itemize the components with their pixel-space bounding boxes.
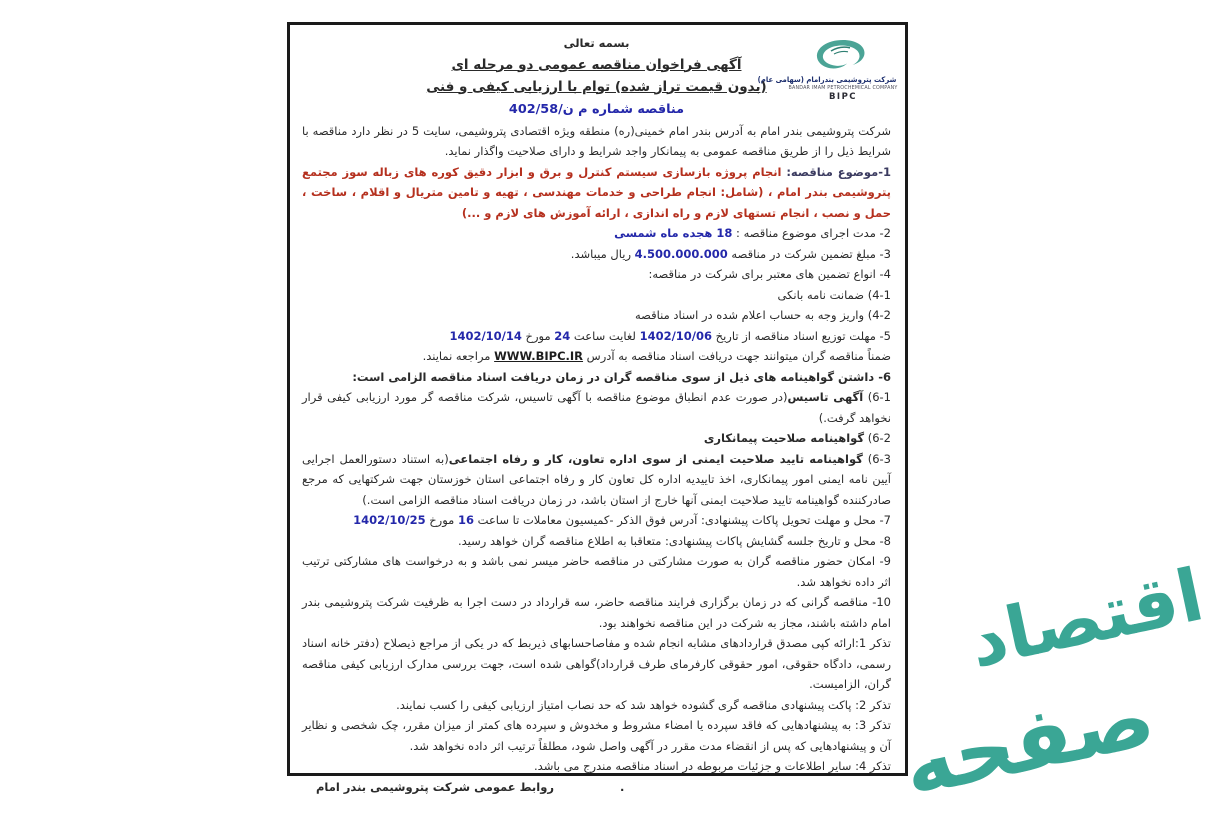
text-segment: بسمه تعالی [563, 36, 630, 50]
item-9-no-partnership [302, 551, 891, 592]
text-segment: 6- داشتن گواهینامه های ذیل از سوی مناقصه گران در زمان دریافت اسناد مناقصه الزامی است: [352, 369, 891, 384]
text-segment: مورخ [425, 513, 458, 527]
text-segment: مورخ [521, 328, 555, 343]
text-segment: 1402/10/06 [639, 328, 713, 343]
item-5-document-distribution [302, 326, 891, 347]
logo-company-name-fa: شرکت پتروشیمی بندرامام (سهامی عام) [757, 75, 897, 84]
text-segment: 24 [554, 328, 571, 343]
text-segment: 10- مناقصه گرانی که در زمان برگزاری فرایند مناقصه حاضر، سه قرارداد در دست اجرا به ظرفیت شرکت پتروشیمی بندر امام داشته باشند، مجاز به شرکت در این مناقصه نخواهند بود. [302, 595, 891, 630]
text-segment: 2- مدت اجرای موضوع مناقصه : [732, 226, 891, 240]
text-segment: انجام پروژه بازسازی سیستم کنترل و برق و ابزار دقیق کوره های زباله سوز مجتمع پتروشیمی بندر امام ، (شامل: انجام طراحی و خدمات مهندسی ، تهیه و تامین متریال و اقلام ، ساخت ، حمل و نصب ، انجام تستهای لازم و راه اندازی ، ارائه آموزش های لازم و ...) [302, 164, 891, 220]
item-4-guarantee-types [302, 264, 891, 285]
company-logo [757, 37, 901, 103]
text-segment: 4-1) ضمانت نامه بانکی [777, 287, 891, 302]
item-4-1-bank-guarantee [302, 285, 891, 306]
item-5-website-note [302, 346, 891, 367]
text-segment: 18 هجده ماه شمسی [614, 226, 733, 240]
text-segment: تذکر 1:ارائه کپی مصدق قراردادهای مشابه انجام شده و مفاصاحسابهای ذیربط که در یکی از مراجع ذیصلاح (دفتر خانه اسناد رسمی، دادگاه حقوقی، امور حقوقی کارفرمای طرف قرارداد)گواهی شده است، جهت بررسی مدارک ارزیابی کیفی مناقصه گران، الزامیست. [302, 636, 891, 691]
text-segment: گواهینامه صلاحیت پیمانکاری [703, 431, 865, 445]
logo-abbreviation: BIPC [828, 92, 858, 102]
news-agency-watermark [894, 552, 1210, 815]
text-segment: 5- مهلت توزیع اسناد مناقصه از تاریخ [712, 328, 891, 343]
note-3 [302, 715, 891, 756]
item-8-opening-session [302, 531, 891, 552]
text-segment: تذکر 4: سایر اطلاعات و جزئیات مربوطه در اسناد مناقصه مندرج می باشد. [534, 759, 891, 773]
text-segment: 4- انواع تضمین های معتبر برای شرکت در مناقصه: [648, 267, 891, 281]
public-relations-signature: روابط عمومی شرکت پتروشیمی بندر امام [316, 779, 554, 794]
item-2-duration [302, 223, 891, 244]
note-2 [302, 695, 891, 716]
text-segment: مناقصه شماره م ن/402/58 [508, 101, 685, 117]
text-segment: . [620, 779, 625, 794]
logo-company-name-en: BANDAR IMAM PETROCHEMICAL COMPANY [788, 86, 898, 91]
text-segment: (در صورت عدم انطباق موضوع مناقصه با آگهی تاسیس، شرکت مناقصه گر مورد ارزیابی کیفی قرار نخواهد گرفت.) [302, 390, 891, 425]
text-segment: آگهی تاسیس [787, 390, 864, 404]
logo-swirl-icon [810, 37, 876, 75]
item-6-3-safety-certificate [302, 449, 891, 511]
tender-document [287, 22, 908, 794]
item-7-submission-deadline [302, 510, 891, 531]
text-segment: تذکر 3: به پیشنهادهایی که فاقد سپرده یا امضاء مشروط و مخدوش و سپرده های کمتر از میزان مقرر، چک شخصی و نظایر آن و پیشنهادهایی که پس از انقضاء مدت مقرر در آگهی واصل شود، مطلقاً ترتیب اثر داده نخواهد شد. [302, 718, 891, 753]
text-segment: 4.500.000.000 [634, 246, 728, 261]
text-segment: 7- محل و مهلت تحویل پاکات پیشنهادی: آدرس فوق الذکر -کمیسیون معاملات تا ساعت [474, 513, 891, 527]
text-segment: (بدون قیمت تراز شده) توام با ارزیابی کیفی و فنی [426, 78, 767, 95]
item-6-certificates-heading [302, 367, 891, 388]
text-segment: تذکر 2: پاکت پیشنهادی مناقصه گری گشوده خواهد شد که حد نصاب امتیاز ارزیابی کیفی را کسب نمایند. [396, 697, 891, 712]
item-4-2-deposit [302, 305, 891, 326]
signature-line [302, 777, 891, 798]
text-segment: (به استناد دستورالعمل اجرایی آیین نامه ایمنی امور پیمانکاری، اخذ تاییدیه اداره کل تعاون کار و رفاه اجتماعی استان خوزستان جهت شرکتهایی که مرجع صادرکننده گواهینامه تایید صلاحیت ایمنی آنها خارج از استان باشد، در زمان دریافت اسناد مناقصه الزامی است.) [302, 451, 891, 507]
watermark-word-eghtesad: اقتصاد [961, 552, 1210, 684]
intro-paragraph [302, 121, 891, 162]
bipc-website-url: WWW.BIPC.IR [494, 349, 584, 363]
item-3-guarantee-amount [302, 244, 891, 265]
text-segment: 3- مبلغ تضمین شرکت در مناقصه [727, 246, 891, 261]
item-1-subject [302, 162, 891, 224]
text-segment: 6-1) [863, 390, 891, 404]
text-segment: مراجعه نمایند. [422, 349, 495, 363]
text-segment: 9- امکان حضور مناقصه گران به صورت مشارکتی در مناقصه حاضر میسر نمی باشد و به درخواست های مشارکتی ترتیب اثر داده نخواهد شد. [302, 554, 891, 589]
text-segment: گواهینامه تایید صلاحیت ایمنی از سوی اداره تعاون، کار و رفاه اجتماعی [448, 451, 863, 466]
text-segment: آگهی فراخوان مناقصه عمومی دو مرحله ای [451, 56, 742, 73]
doc-lines [302, 33, 891, 797]
text-segment: 1-موضوع مناقصه: [781, 164, 892, 179]
item-6-1-establishment-notice [302, 387, 891, 428]
text-segment: ریال میباشد. [570, 246, 635, 261]
text-segment: 6-2) [864, 431, 891, 445]
text-segment: 4-2) واریز وجه به حساب اعلام شده در اسناد مناقصه [634, 308, 891, 322]
text-segment: 6-3) [862, 451, 891, 466]
text-segment: 1402/10/25 [353, 513, 426, 527]
text-segment: 8- محل و تاریخ جلسه گشایش پاکات پیشنهادی: متعاقبا به اطلاع مناقصه گران خواهد رسید. [457, 533, 891, 548]
text-segment: شرکت پتروشیمی بندر امام به آدرس بندر امام خمینی(ره) منطقه ویژه اقتصادی پتروشیمی، سایت 5 در نظر دارد مناقصه با شرایط ذیل را از طریق مناقصه عمومی به پیمانکار واجد شرایط و دارای صلاحیت واگذار نماید. [302, 123, 891, 158]
text-segment: 1402/10/14 [449, 328, 522, 343]
item-10-capacity-limit [302, 592, 891, 633]
watermark-word-safheh: صفحه [894, 666, 1163, 815]
note-4 [302, 756, 891, 777]
text-segment: 16 [457, 513, 474, 527]
note-1 [302, 633, 891, 695]
text-segment: ضمناً مناقصه گران میتوانند جهت دریافت اسناد مناقصه به آدرس [583, 349, 891, 363]
item-6-2-contractor-certificate [302, 428, 891, 449]
text-segment: لغایت ساعت [570, 328, 640, 343]
